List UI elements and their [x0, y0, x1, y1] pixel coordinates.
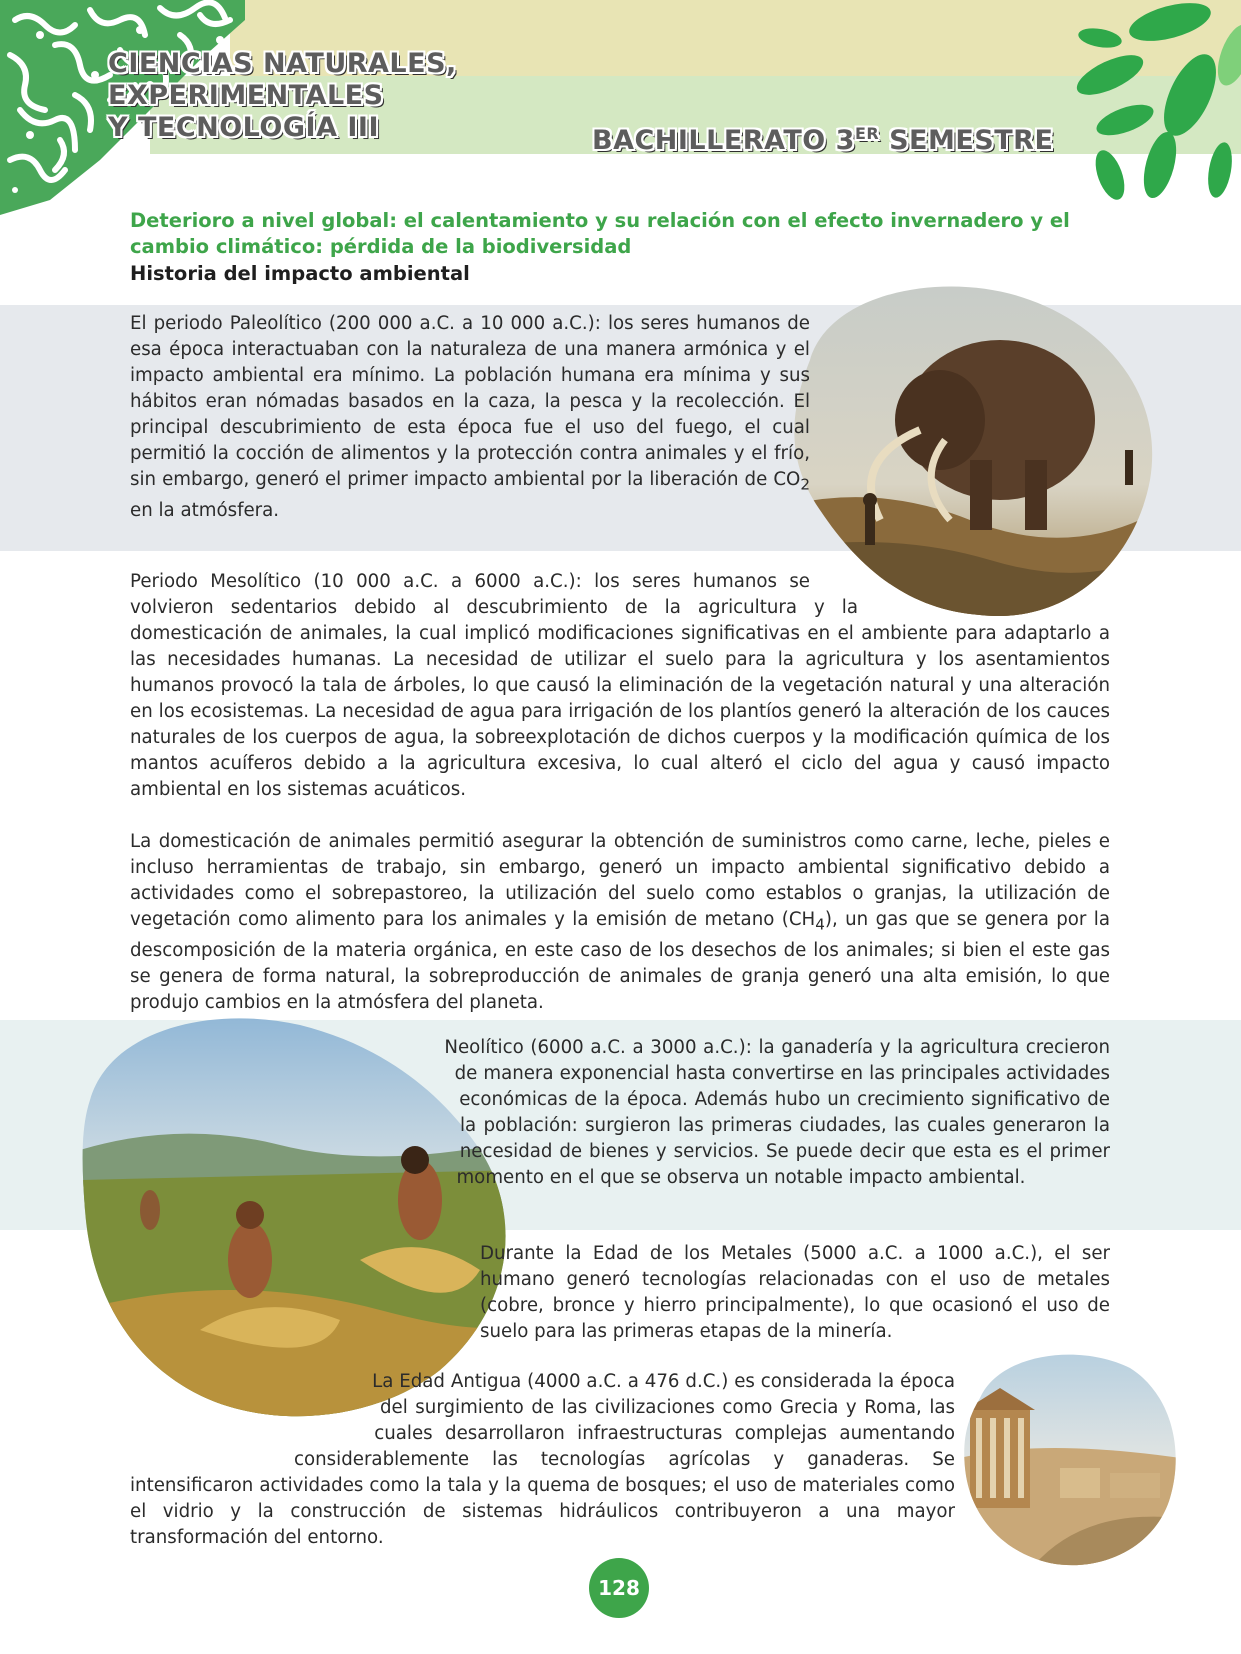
leaves-decoration [1040, 0, 1241, 215]
text-wrap-spacer [130, 1369, 380, 1449]
paragraph-text: La Edad Antigua (4000 a.C. a 476 d.C.) es considerada la época del surgimiento de las civilizaciones como Grecia y Roma, las cuales desarrollaron infraestructuras complejas aumentando considerablemente las tecnologías agrícolas y ganaderas. Se intensificaron actividades como la tala y la quema de bosques; el uso de materiales como el vidrio y la construcción de sistemas hidráulicos contribuyeron a una mayor transformación del entorno. [130, 1371, 955, 1548]
semester-suffix: SEMESTRE [879, 125, 1054, 156]
section-subtitle: Historia del impacto ambiental [130, 262, 470, 285]
page-number-badge: 128 [589, 1558, 649, 1618]
paleolithic-paragraph [130, 311, 810, 524]
semester-title [592, 118, 1053, 157]
ancient-city-illustration [960, 1348, 1180, 1570]
paragraph-text: La domesticación de animales permitió asegurar la obtención de suministros como carne, leche, pieles e incluso herramientas de trabajo, sin embargo, generó un impacto ambiental significativo debido a actividades como el sobrepastoreo, la utilización del suelo como establos o granjas, la utilización de vegetación como alimento para los animales y la emisión de metano (CH [130, 831, 1110, 930]
text-wrap-spacer [300, 1035, 460, 1225]
co2-subscript: 2 [800, 475, 810, 494]
semester-prefix: BACHILLERATO 3 [592, 125, 855, 156]
paragraph-text-tail: ), un gas que se genera por la descomposición de la materia orgánica, en este caso de los desechos de los animales; si bien el este gas se genera de forma natural, la sobreproducción de animales de granja generó una alta emisión, lo que produjo cambios en la atmósfera del planeta. [130, 909, 1110, 1013]
paragraph-text: Durante la Edad de los Metales (5000 a.C. a 1000 a.C.), el ser humano generó tecnologías relacionadas con el uso de metales (cobre, bronce y hierro principalmente), lo que ocasionó el uso de suelo para las primeras etapas de la minería. [480, 1243, 1110, 1342]
mesolithic-paragraph [130, 569, 1110, 803]
course-title-line: CIENCIAS NATURALES, [108, 48, 457, 79]
metals-age-paragraph [480, 1241, 1110, 1345]
paragraph-text: El periodo Paleolítico (200 000 a.C. a 10 000 a.C.): los seres humanos de esa época interactuaban con la naturaleza de una manera armónica y el impacto ambiental era mínimo. La población humana era mínima y sus hábitos eran nómadas basados en la caza, la pesca y la recolección. El principal descubrimiento de esta época fue el uso del fuego, el cual permitió la cocción de alimentos y la protección contra animales y el frío, sin embargo, generó el primer impacto ambiental por la liberación de CO [130, 313, 810, 490]
neolithic-paragraph [360, 1035, 1110, 1225]
semester-sup: ER [854, 124, 880, 143]
paragraph-text-tail: en la atmósfera. [130, 499, 280, 521]
course-title-line: EXPERIMENTALES [108, 80, 384, 111]
ch4-subscript: 4 [815, 915, 825, 934]
ancient-age-paragraph [130, 1369, 955, 1551]
paragraph-text: Neolítico (6000 a.C. a 3000 a.C.): la ganadería y la agricultura crecieron de manera exponencial hasta convertirse en las principales actividades económicas de la época. Además hubo un crecimiento significativo de la población: surgieron las primeras ciudades, las cuales generaron la necesidad de bienes y servicios. Se puede decir que esta es el primer momento en el que se observa un notable impacto ambiental. [444, 1037, 1110, 1188]
section-title: Deterioro a nivel global: el calentamiento y su relación con el efecto invernadero y el cambio climático: pérdida de la biodiversidad [130, 209, 1070, 258]
course-title-line: Y TECNOLOGÍA III [108, 112, 380, 143]
paragraph-text: Periodo Mesolítico (10 000 a.C. a 6000 a.C.): los seres humanos se volvieron sedentarios debido al descubrimiento de la agricultura y la domesticación de animales, la cual implicó modificaciones significativas en el ambiente para adaptarlo a las necesidades humanas. La necesidad de utilizar el suelo para la agricultura y los asentamientos humanos provocó la tala de árboles, lo que causó la eliminación de la vegetación natural y una alteración en los ecosistemas. La necesidad de agua para irrigación de los plantíos generó la alteración de los cauces naturales de los cuerpos de agua, la sobreexplotación de dichos cuerpos y la modificación química de los mantos acuíferos debido a la agricultura excesiva, lo cual alteró el ciclo del agua y causó impacto ambiental en los sistemas acuáticos. [130, 571, 1110, 800]
domestication-paragraph [130, 829, 1110, 1016]
text-wrap-spacer [810, 539, 1110, 599]
course-title [108, 48, 538, 144]
